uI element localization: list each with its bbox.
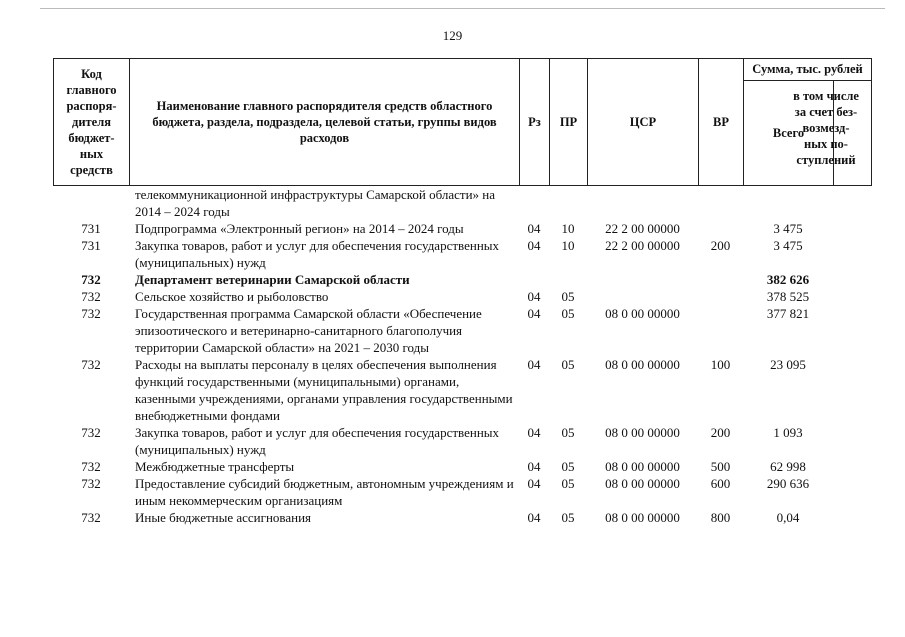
row-csr: 22 2 00 00000 (605, 221, 680, 236)
row-total: 3 475 (773, 221, 803, 236)
row-csr: 08 0 00 00000 (605, 306, 680, 321)
table-header (53, 58, 872, 186)
row-name: Закупка товаров, работ и услуг для обеспечения государственных (муниципальных) нужд (135, 425, 500, 457)
row-pr: 05 (561, 306, 575, 321)
table-body (53, 186, 872, 526)
row-vr: 100 (710, 357, 731, 372)
row-rz: 04 (527, 238, 541, 253)
row-vr: 200 (710, 425, 731, 440)
row-vr: 500 (710, 459, 731, 474)
row-pr: 05 (561, 357, 575, 372)
row-code: 732 (81, 459, 101, 474)
table-row (53, 509, 872, 526)
row-csr: 08 0 00 00000 (605, 425, 680, 440)
row-name: Государственная программа Самарской области «Обеспечение эпизоотического и ветеринарно-санитарного благополучия территории Самарской области» на 2021 – 2030 годы (135, 306, 482, 355)
header-pr: ПР (550, 59, 588, 185)
row-rz: 04 (527, 221, 541, 236)
row-name: Предоставление субсидий бюджетным, автономным учреждениям и иным некоммерческим организациям (135, 476, 514, 508)
row-rz: 04 (527, 357, 541, 372)
row-name: Межбюджетные трансферты (135, 459, 295, 474)
table-row (53, 475, 872, 509)
table-row (53, 186, 872, 220)
header-code-label: Код главного распоря- дителя бюджет- ных средств (66, 67, 117, 177)
row-rz: 04 (527, 425, 541, 440)
row-name: Расходы на выплаты персоналу в целях обеспечения выполнения функций государственными (муниципальными) органами, казенными учреждениями, органами управления государственными внебюджетными фондами (135, 357, 513, 423)
row-total: 378 525 (766, 289, 810, 304)
table-row (53, 424, 872, 458)
row-pr: 10 (561, 221, 575, 236)
row-pr: 10 (561, 238, 575, 253)
row-pr: 05 (561, 476, 575, 491)
row-name: Департамент ветеринарии Самарской области (135, 272, 410, 287)
row-total: 0,04 (776, 510, 800, 525)
row-code: 732 (81, 476, 101, 491)
row-name: Сельское хозяйство и рыболовство (135, 289, 329, 304)
row-vr: 600 (710, 476, 731, 491)
header-total: Всего (744, 81, 834, 185)
row-vr: 800 (710, 510, 731, 525)
row-total: 1 093 (773, 425, 803, 440)
row-total: 290 636 (766, 476, 810, 491)
row-csr: 08 0 00 00000 (605, 459, 680, 474)
row-code: 732 (81, 306, 101, 321)
row-rz: 04 (527, 459, 541, 474)
table-row (53, 356, 872, 424)
table-row (53, 237, 872, 271)
row-pr: 05 (561, 510, 575, 525)
row-code: 732 (81, 289, 101, 304)
row-rz: 04 (527, 476, 541, 491)
row-csr: 08 0 00 00000 (605, 510, 680, 525)
row-csr: 22 2 00 00000 (605, 238, 680, 253)
row-code: 732 (81, 425, 101, 440)
header-rz: Рз (520, 59, 550, 185)
row-code: 731 (81, 221, 101, 236)
table-row (53, 305, 872, 356)
table-row (53, 288, 872, 305)
row-code: 732 (81, 272, 101, 287)
table-row (53, 458, 872, 475)
row-csr: 08 0 00 00000 (605, 357, 680, 372)
row-total: 377 821 (766, 306, 810, 321)
row-code: 731 (81, 238, 101, 253)
row-csr: 08 0 00 00000 (605, 476, 680, 491)
row-rz: 04 (527, 289, 541, 304)
row-pr: 05 (561, 289, 575, 304)
header-csr: ЦСР (588, 59, 699, 185)
row-name: Подпрограмма «Электронный регион» на 2014 – 2024 годы (135, 221, 464, 236)
header-sum: Сумма, тыс. рублей (744, 59, 871, 81)
row-rz: 04 (527, 306, 541, 321)
row-pr: 05 (561, 425, 575, 440)
row-total: 62 998 (770, 459, 806, 474)
row-vr: 200 (710, 238, 731, 253)
top-rule (40, 8, 885, 9)
page-number: 129 (442, 28, 463, 43)
table-row (53, 271, 872, 288)
row-rz: 04 (527, 510, 541, 525)
header-vr: ВР (699, 59, 744, 185)
row-total: 23 095 (770, 357, 806, 372)
header-including: в том числе за счет без- возмезд- ных по- ступлений (793, 89, 859, 167)
header-code (54, 59, 130, 185)
header-name: Наименование главного распорядителя средств областного бюджета, раздела, подраздела, целевой статьи, группы видов расходов (130, 59, 520, 185)
row-name: Иные бюджетные ассигнования (135, 510, 312, 525)
row-total: 382 626 (766, 272, 810, 287)
row-total: 3 475 (773, 238, 803, 253)
row-code: 732 (81, 510, 101, 525)
row-name: телекоммуникационной инфраструктуры Самарской области» на 2014 – 2024 годы (135, 187, 496, 219)
table-row (53, 220, 872, 237)
row-code: 732 (81, 357, 101, 372)
row-pr: 05 (561, 459, 575, 474)
row-name: Закупка товаров, работ и услуг для обеспечения государственных (муниципальных) нужд (135, 238, 500, 270)
